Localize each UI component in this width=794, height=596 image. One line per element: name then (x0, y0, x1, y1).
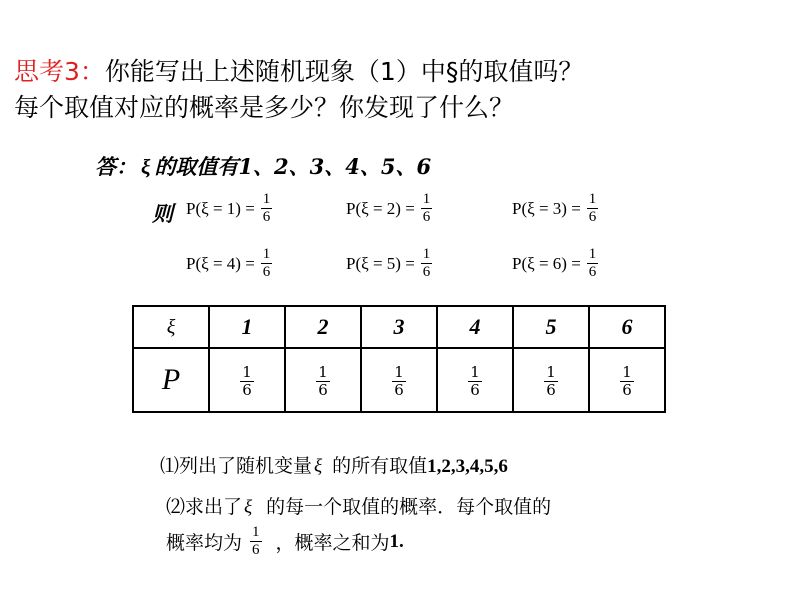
fraction-den: 6 (422, 209, 431, 225)
note-3-text: 概率均为 (166, 532, 243, 554)
value-cell: 5 (513, 306, 589, 348)
value-cell: 2 (285, 306, 361, 348)
then-label: 则 (152, 201, 173, 226)
prob-eq-lhs: P(ξ = 1) = (186, 198, 255, 218)
fraction (587, 246, 599, 281)
fraction-den: 6 (252, 542, 260, 558)
fraction-den: 6 (242, 380, 252, 399)
question-label: 思考3： (14, 57, 105, 86)
prob-eq-lhs: P(ξ = 5) = (346, 253, 415, 273)
fraction (392, 364, 406, 399)
distribution-table (132, 305, 666, 413)
prob-eq-1 (186, 191, 272, 226)
xi-symbol: ξ (314, 456, 323, 477)
question-line-2: 每个取值对应的概率是多少？你发现了什么？ (14, 93, 515, 122)
fraction-den: 6 (318, 380, 328, 399)
value-cell: 1 (209, 306, 285, 348)
note-1-text-b: 的所有取值 (332, 455, 428, 477)
answer-text: 的取值有1、2、3、4、5、6 (154, 154, 432, 179)
fraction-den: 6 (588, 264, 597, 280)
note-3 (166, 524, 404, 559)
prob-eq-3 (512, 191, 598, 226)
note-1-values: 1,2,3,4,5,6 (427, 456, 508, 477)
fraction (316, 364, 330, 399)
fraction (544, 364, 558, 399)
table-row-probs (133, 348, 665, 412)
fraction-den: 6 (394, 380, 404, 399)
note-1 (160, 451, 508, 478)
table-row-values (133, 306, 665, 348)
fraction-den: 6 (622, 380, 632, 399)
fraction-num: 1 (422, 191, 431, 207)
row-header-p (133, 348, 209, 412)
fraction-den: 6 (470, 380, 480, 399)
prob-eq-lhs: P(ξ = 2) = (346, 198, 415, 218)
prob-cell (209, 348, 285, 412)
fraction-num: 1 (242, 362, 252, 381)
prob-cell (285, 348, 361, 412)
fraction (587, 191, 599, 226)
prob-cell (589, 348, 665, 412)
fraction-num: 1 (422, 246, 431, 262)
fraction (421, 246, 433, 281)
prob-cell (513, 348, 589, 412)
prob-eq-2 (346, 191, 432, 226)
note-1-text: ⑴列出了随机变量 (160, 455, 313, 477)
prob-eq-4 (186, 246, 272, 281)
value-cell: 6 (589, 306, 665, 348)
fraction-num: 1 (470, 362, 480, 381)
fraction (250, 524, 262, 559)
prob-cell (361, 348, 437, 412)
fraction (240, 364, 254, 399)
fraction (261, 191, 273, 226)
note-2-text-b: 的每一个取值的概率．每个取值的 (266, 496, 552, 518)
row-header-p-text: P (161, 363, 181, 396)
row-header-xi (133, 306, 209, 348)
fraction-num: 1 (546, 362, 556, 381)
question-text-1: 你能写出上述随机现象（1）中§的取值吗？ (104, 57, 584, 86)
fraction-den: 6 (262, 209, 271, 225)
fraction-den: 6 (422, 264, 431, 280)
note-3-text-b: ，概率之和为 (275, 532, 390, 554)
fraction-den: 6 (546, 380, 556, 399)
fraction-num: 1 (588, 246, 597, 262)
prob-cell (437, 348, 513, 412)
prob-eq-lhs: P(ξ = 6) = (512, 253, 581, 273)
prob-eq-lhs: P(ξ = 3) = (512, 198, 581, 218)
prob-eq-lhs: P(ξ = 4) = (186, 253, 255, 273)
fraction (468, 364, 482, 399)
row-header-xi-text: ξ (166, 315, 176, 338)
prob-eq-5 (346, 246, 432, 281)
fraction-den: 6 (262, 264, 271, 280)
fraction-num: 1 (394, 362, 404, 381)
fraction (261, 246, 273, 281)
fraction-num: 1 (588, 191, 597, 207)
fraction (421, 191, 433, 226)
note-3-sum: 1. (389, 530, 404, 552)
value-cell: 3 (361, 306, 437, 348)
fraction (620, 364, 634, 399)
fraction-num: 1 (622, 362, 632, 381)
xi-symbol: ξ (141, 155, 151, 179)
note-2 (166, 492, 551, 519)
fraction-num: 1 (252, 524, 260, 540)
answer-line (95, 151, 431, 181)
note-2-text: ⑵求出了 (166, 496, 243, 518)
fraction-den: 6 (588, 209, 597, 225)
value-cell: 4 (437, 306, 513, 348)
xi-symbol: ξ (244, 497, 253, 518)
answer-prefix: 答： (95, 154, 137, 179)
fraction-num: 1 (262, 246, 271, 262)
question-line-1 (14, 57, 583, 87)
prob-eq-6 (512, 246, 598, 281)
fraction-num: 1 (318, 362, 328, 381)
fraction-num: 1 (262, 191, 271, 207)
